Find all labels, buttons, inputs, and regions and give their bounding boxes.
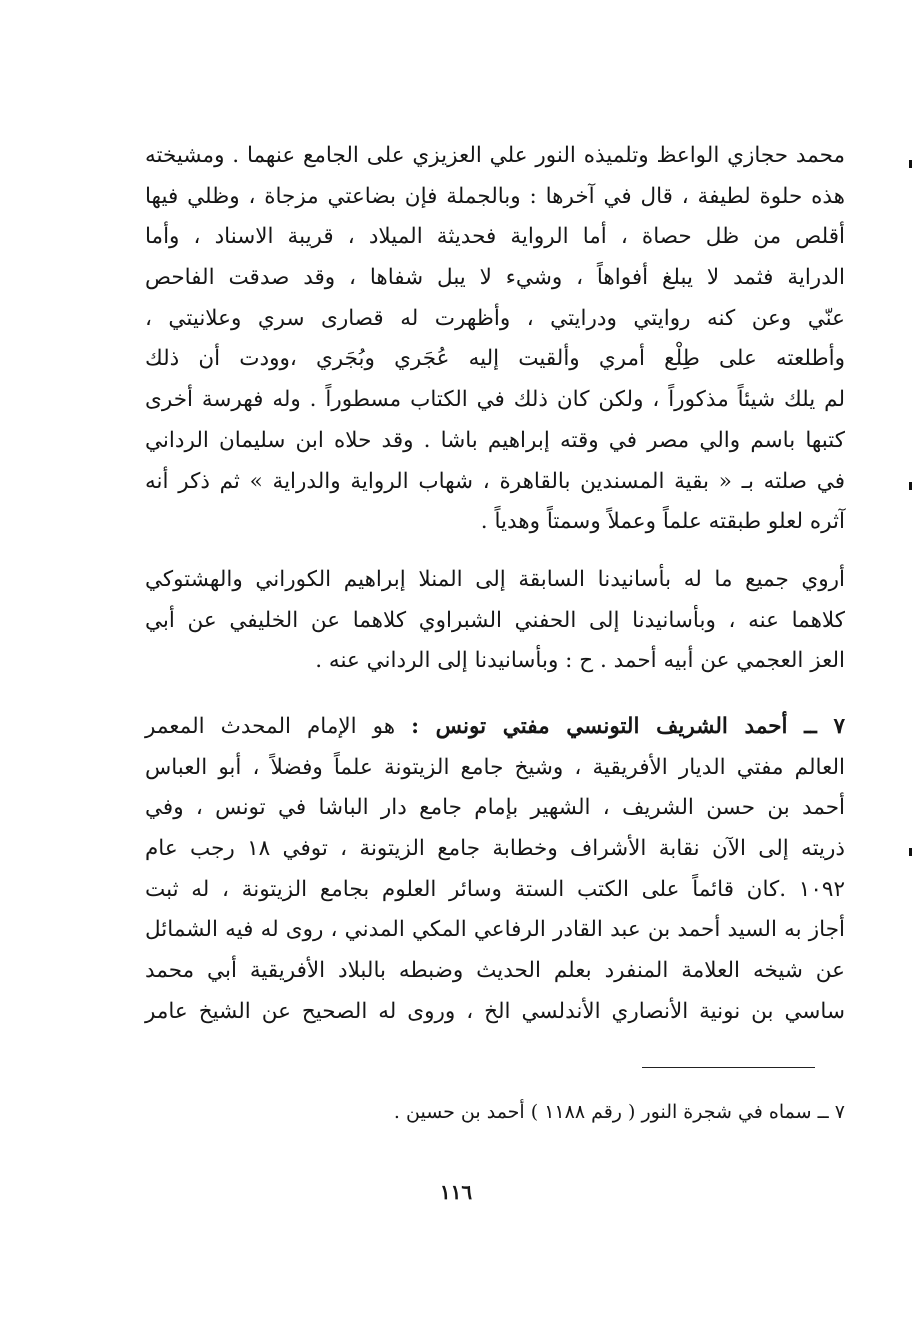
text-line: وأطلعته على طِلْع أمري وألقيت إليه عُجَري وبُجَري ،وودت أن ذلك: [145, 346, 845, 372]
page-number: ١١٦: [439, 1180, 473, 1204]
text-line: آثره لعلو طبقته علماً وعملاً وسمتاً وهدياً .: [480, 509, 845, 535]
paragraph-1: [145, 136, 845, 543]
footnote: ٧ ــ سماه في شجرة النور ( رقم ١١٨٨ ) أحمد بن حسين .: [393, 1101, 845, 1123]
entry-paragraph: [145, 707, 845, 1033]
text-line: هذه حلوة لطيفة ، قال في آخرها : وبالجملة فإن بضاعتي مزجاة ، وظلي فيها: [145, 183, 845, 209]
text-line: الدراية فثمد لا يبلغ أفواهاً ، وشيء لا يبل شفاها ، وقد صدقت الفاحص: [145, 265, 845, 291]
paragraph-2: [145, 560, 845, 682]
text-line: عن شيخه العلامة المنفرد بعلم الحديث وضبطه بالبلاد الأفريقية أبي محمد: [145, 958, 845, 984]
footnote-separator: [642, 1067, 815, 1068]
text-line: كتبها باسم والي مصر في وقته إبراهيم باشا . وقد حلاه ابن سليمان الرداني: [145, 427, 845, 453]
text-line: محمد حجازي الواعظ وتلميذه النور علي العزيزي على الجامع عنهما . ومشيخته: [145, 143, 845, 168]
text-line: أحمد بن حسن الشريف ، الشهير بإمام جامع دار الباشا في تونس ، وفي: [145, 795, 845, 821]
text-line: كلاهما عنه ، وبأسانيدنا إلى الحفني الشبراوي كلاهما عن الخليفي عن أبي: [145, 607, 845, 633]
text-line: العالم مفتي الديار الأفريقية ، وشيخ جامع الزيتونة علماً وفضلاً ، أبو العباس: [145, 754, 845, 780]
text-line: ساسي بن نونية الأنصاري الأندلسي الخ ، وروى له الصحيح عن الشيخ عامر: [145, 998, 845, 1024]
text-line: أروي جميع ما له بأسانيدنا السابقة إلى المنلا إبراهيم الكوراني والهشتوكي: [145, 567, 845, 592]
text-line: ١٠٩٢ .كان قائماً على الكتب الستة وسائر العلوم بجامع الزيتونة ، له ثبت: [145, 876, 845, 902]
text-line: عنّي وعن كنه روايتي ودرايتي ، وأظهرت له قصارى سري وعلانيتي ،: [145, 305, 845, 331]
text-line: ذريته إلى الآن نقابة الأشراف وخطابة جامع الزيتونة ، توفي ١٨ رجب عام: [145, 836, 846, 862]
entry-first-line: [145, 707, 845, 748]
entry-heading: ٧ ــ أحمد الشريف التونسي مفتي تونس :: [411, 714, 845, 739]
text-line: العز العجمي عن أبيه أحمد . ح : وبأسانيدنا إلى الرداني عنه .: [315, 648, 845, 674]
text-line: في صلته بـ « بقية المسندين بالقاهرة ، شهاب الرواية والدراية » ثم ذكر أنه: [145, 468, 845, 494]
text-line: أجاز به السيد أحمد بن عبد القادر الرفاعي المكي المدني ، روى له فيه الشمائل: [145, 917, 845, 943]
text-line: لم يلك شيئاً مذكوراً ، ولكن كان ذلك في الكتاب مسطوراً . وله فهرسة أخرى: [145, 387, 845, 413]
text-line: أقلص من ظل حصاة ، أما الرواية فحديثة الميلاد ، قريبة الاسناد ، وأما: [145, 224, 845, 250]
entry-first-line-text: هو الإمام المحدث المعمر: [145, 714, 396, 739]
